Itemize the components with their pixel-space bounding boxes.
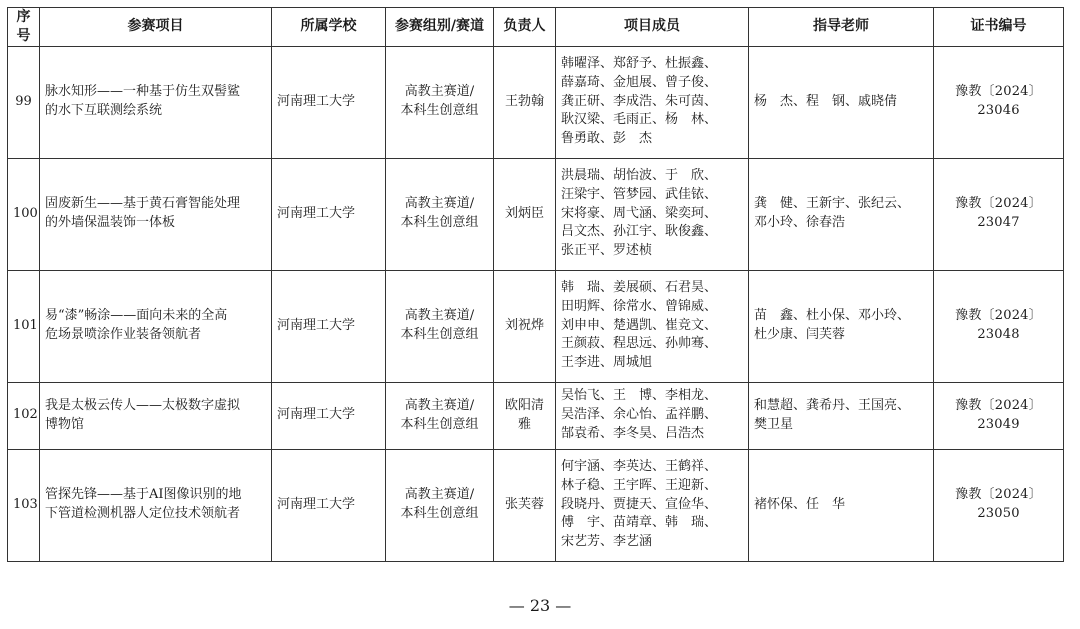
cell-leader-line: 欧阳清 — [504, 397, 544, 413]
cell-seq: 102 — [8, 382, 40, 449]
cell-school: 河南理工大学 — [272, 158, 386, 270]
cell-group — [386, 382, 494, 449]
cell-group-line: 本科生创意组 — [400, 416, 479, 432]
table-body — [8, 46, 1064, 561]
cell-project-line: 脉水知形——一种基于仿生双髻鲨 — [45, 84, 241, 100]
cell-group-line: 本科生创意组 — [400, 506, 479, 522]
cell-members-line: 刘申申、楚遇凯、崔竞文、 — [561, 317, 718, 333]
cell-group — [386, 46, 494, 158]
table-row — [8, 158, 1064, 270]
cell-members-line: 林子稳、王宇晖、王迎新、 — [561, 477, 718, 493]
cell-project-line: 易“漆”畅涂——面向未来的全高 — [45, 308, 228, 324]
cell-group-line: 高教主赛道/ — [404, 196, 475, 212]
cell-project-line: 下管道检测机器人定位技术领航者 — [45, 506, 241, 522]
cell-cert: 豫教〔2024〕23047 — [934, 158, 1064, 270]
cell-members — [556, 449, 749, 561]
header-group: 参赛组别/赛道 — [386, 8, 494, 47]
cell-members-line: 张正平、罗述桢 — [561, 243, 653, 259]
cell-project-line: 固废新生——基于黄石膏智能处理 — [45, 196, 241, 212]
cell-cert: 豫教〔2024〕23046 — [934, 46, 1064, 158]
cell-advisors-line: 龚 健、王新宇、张纪云、 — [754, 196, 911, 212]
cell-group-line: 高教主赛道/ — [404, 308, 475, 324]
cell-group — [386, 449, 494, 561]
cell-project-line: 的外墙保温装饰一体板 — [45, 215, 176, 231]
cell-school: 河南理工大学 — [272, 270, 386, 382]
cell-advisors — [749, 382, 934, 449]
cell-members-line: 宋将豪、周弋涵、梁奕珂、 — [561, 205, 718, 221]
header-row — [8, 8, 1064, 47]
cell-project — [40, 46, 272, 158]
cell-members-line: 汪梁宇、管梦园、武佳铱、 — [561, 186, 718, 202]
cell-cert: 豫教〔2024〕23048 — [934, 270, 1064, 382]
cell-group-line: 本科生创意组 — [400, 103, 479, 119]
cell-leader: 张芙蓉 — [494, 449, 556, 561]
cell-seq: 103 — [8, 449, 40, 561]
cell-members — [556, 382, 749, 449]
cell-advisors-line: 杨 杰、程 钢、戚晓倩 — [754, 93, 898, 109]
cell-members-line: 吴怡飞、王 博、李相龙、 — [561, 388, 718, 404]
cell-group — [386, 158, 494, 270]
cell-project-line: 我是太极云传人——太极数字虚拟 — [45, 397, 241, 413]
cell-members-line: 洪晨瑞、胡怡波、于 欣、 — [561, 168, 718, 184]
cell-project — [40, 270, 272, 382]
cell-advisors-line: 褚怀保、任 华 — [754, 496, 846, 512]
cell-members-line: 鲁勇敢、彭 杰 — [561, 131, 653, 147]
cell-group-line: 本科生创意组 — [400, 327, 479, 343]
cell-project — [40, 382, 272, 449]
cell-members — [556, 158, 749, 270]
cell-members — [556, 270, 749, 382]
cell-school: 河南理工大学 — [272, 382, 386, 449]
cell-group-line: 高教主赛道/ — [404, 84, 475, 100]
cell-advisors-line: 樊卫星 — [754, 416, 794, 432]
cell-leader — [494, 382, 556, 449]
cell-advisors-line: 苗 鑫、杜小保、邓小玲、 — [754, 308, 911, 324]
cell-members-line: 韩 瑞、姜展硕、石君昊、 — [561, 280, 718, 296]
cell-group-line: 高教主赛道/ — [404, 397, 475, 413]
cell-school: 河南理工大学 — [272, 46, 386, 158]
cell-group-line: 本科生创意组 — [400, 215, 479, 231]
award-table — [7, 7, 1064, 562]
cell-members — [556, 46, 749, 158]
cell-members-line: 王颜菽、程思远、孙帅骞、 — [561, 336, 718, 352]
cell-members-line: 耿汉梁、毛雨正、杨 林、 — [561, 112, 718, 128]
cell-members-line: 龚正研、李成浩、朱可茵、 — [561, 93, 718, 109]
cell-project-line: 博物馆 — [45, 416, 85, 432]
cell-members-line: 韩曜泽、郑舒予、杜振鑫、 — [561, 56, 718, 72]
header-project: 参赛项目 — [40, 8, 272, 47]
cell-advisors-line: 和慧超、龚希丹、王国亮、 — [754, 397, 911, 413]
cell-school: 河南理工大学 — [272, 449, 386, 561]
cell-cert: 豫教〔2024〕23049 — [934, 382, 1064, 449]
cell-group — [386, 270, 494, 382]
cell-advisors — [749, 449, 934, 561]
cell-members-line: 田明辉、徐常水、曾锦威、 — [561, 298, 718, 314]
cell-members-line: 傅 宇、苗靖章、韩 瑞、 — [561, 515, 718, 531]
header-advisors: 指导老师 — [749, 8, 934, 47]
cell-members-line: 郜袁希、李冬昊、吕浩杰 — [561, 425, 705, 441]
cell-project — [40, 158, 272, 270]
cell-members-line: 吕文杰、孙江宇、耿俊鑫、 — [561, 224, 718, 240]
cell-project-line: 危场景喷涂作业装备领航者 — [45, 327, 202, 343]
table-row — [8, 46, 1064, 158]
cell-project-line: 的水下互联测绘系统 — [45, 103, 163, 119]
cell-members-line: 王李进、周城旭 — [561, 355, 653, 371]
cell-advisors-line: 杜少康、闫芙蓉 — [754, 327, 846, 343]
header-seq: 序号 — [8, 8, 40, 47]
cell-members-line: 薛嘉琦、金旭展、曾子俊、 — [561, 74, 718, 90]
table-row — [8, 382, 1064, 449]
table-row — [8, 449, 1064, 561]
cell-members-line: 段晓丹、贾捷天、宣俭华、 — [561, 496, 718, 512]
cell-cert: 豫教〔2024〕23050 — [934, 449, 1064, 561]
cell-members-line: 何宇涵、李英达、王鹤祥、 — [561, 459, 718, 475]
header-cert: 证书编号 — [934, 8, 1064, 47]
cell-advisors — [749, 46, 934, 158]
cell-project — [40, 449, 272, 561]
cell-advisors — [749, 270, 934, 382]
cell-advisors — [749, 158, 934, 270]
header-members: 项目成员 — [556, 8, 749, 47]
cell-members-line: 宋艺芳、李艺涵 — [561, 534, 653, 550]
header-leader: 负责人 — [494, 8, 556, 47]
table-row — [8, 270, 1064, 382]
cell-seq: 101 — [8, 270, 40, 382]
cell-leader: 刘炳臣 — [494, 158, 556, 270]
cell-seq: 100 — [8, 158, 40, 270]
header-school: 所属学校 — [272, 8, 386, 47]
cell-leader: 王勃翰 — [494, 46, 556, 158]
cell-project-line: 管探先锋——基于AI图像识别的地 — [45, 487, 242, 503]
cell-seq: 99 — [8, 46, 40, 158]
cell-advisors-line: 邓小玲、徐春浩 — [754, 215, 846, 231]
cell-members-line: 吴浩泽、余心怡、孟祥鹏、 — [561, 407, 718, 423]
page-number: — 23 — — [508, 596, 572, 615]
cell-leader-line: 雅 — [517, 416, 531, 432]
cell-leader: 刘祝烨 — [494, 270, 556, 382]
cell-group-line: 高教主赛道/ — [404, 487, 475, 503]
